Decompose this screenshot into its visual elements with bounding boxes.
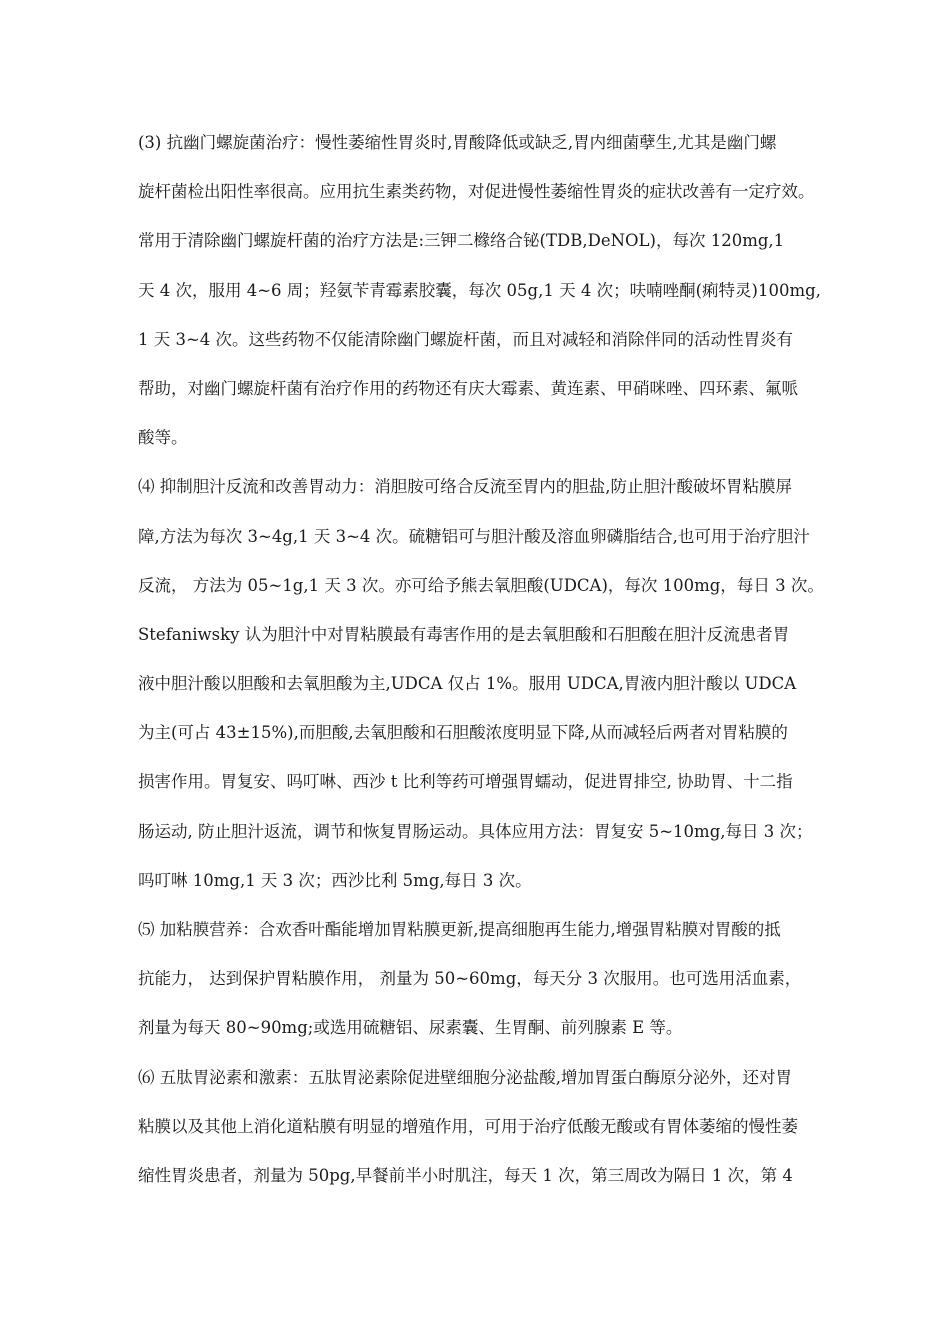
paragraph-4-line-9: 吗叮啉 10mg,1 天 3 次；西沙比利 5mg,每日 3 次。 bbox=[138, 870, 532, 890]
paragraph-5-line-3: 剂量为每天 80~90mg;或选用硫糖铝、尿素囊、生胃酮、前列腺素 E 等。 bbox=[138, 1018, 683, 1038]
paragraph-3-line-2: 旋杆菌检出阳性率很高。应用抗生素类药物，对促进慢性萎缩性胃炎的症状改善有一定疗效。 bbox=[138, 182, 815, 202]
paragraph-3-line-5: 1 天 3~4 次。这些药物不仅能清除幽门螺旋杆菌，而且对减轻和消除伴同的活动性胃炎有 bbox=[138, 329, 794, 349]
document-body bbox=[138, 118, 838, 1200]
paragraph-3-line-6: 帮助，对幽门螺旋杆菌有治疗作用的药物还有庆大霉素、黄连素、甲硝咪唑、四环素、氟哌 bbox=[138, 378, 798, 398]
paragraph-4-line-8: 肠运动, 防止胆汁返流，调节和恢复胃肠运动。具体应用方法：胃复安 5~10mg,每日 3 次； bbox=[138, 821, 813, 841]
paragraph-4-line-2: 障,方法为每次 3~4g,1 天 3~4 次。硫糖铝可与胆汁酸及溶血卵磷脂结合,也可用于治疗胆汁 bbox=[138, 526, 810, 546]
paragraph-6-line-1: ⑹ 五肽胃泌素和激素：五肽胃泌素除促进壁细胞分泌盐酸,增加胃蛋白酶原分泌外，还对胃 bbox=[138, 1067, 792, 1087]
paragraph-3-line-4: 天 4 次，服用 4~6 周；羟氨苄青霉素胶囊，每次 05g,1 天 4 次；呋喃唑酮(痢特灵)100mg, bbox=[138, 280, 821, 300]
paragraph-4-line-5: 液中胆汁酸以胆酸和去氧胆酸为主,UDCA 仅占 1%。服用 UDCA,胃液内胆汁酸以 UDCA bbox=[138, 674, 797, 694]
paragraph-4-line-6: 为主(可占 43±15%),而胆酸,去氧胆酸和石胆酸浓度明显下降,从而减轻后两者对胃粘膜的 bbox=[138, 723, 788, 743]
paragraph-4-line-1: ⑷ 抑制胆汁反流和改善胃动力：消胆胺可络合反流至胃内的胆盐,防止胆汁酸破坏胃粘膜屏 bbox=[138, 477, 792, 497]
paragraph-4-line-7: 损害作用。胃复安、吗叮啉、西沙 t 比利等药可增强胃蠕动，促进胃排空, 协助胃、十二指 bbox=[138, 772, 793, 792]
paragraph-5-line-1: ⑸ 加粘膜营养：合欢香叶酯能增加胃粘膜更新,提高细胞再生能力,增强胃粘膜对胃酸的抵 bbox=[138, 920, 781, 939]
paragraph-6-line-3: 缩性胃炎患者，剂量为 50pg,早餐前半小时肌注，每天 1 次，第三周改为隔日 1 次，第 4 bbox=[138, 1165, 793, 1185]
paragraph-3-line-1: (3) 抗幽门螺旋菌治疗：慢性萎缩性胃炎时,胃酸降低或缺乏,胃内细菌孽生,尤其是幽门螺 bbox=[138, 133, 777, 152]
paragraph-6-line-2: 粘膜以及其他上消化道粘膜有明显的增殖作用，可用于治疗低酸无酸或有胃体萎缩的慢性萎 bbox=[138, 1116, 798, 1136]
paragraph-3-line-7: 酸等。 bbox=[138, 428, 188, 448]
paragraph-4-line-3: 反流， 方法为 05~1g,1 天 3 次。亦可给予熊去氧胆酸(UDCA)，每次 100mg，每日 3 次。 bbox=[138, 575, 824, 595]
paragraph-4-line-4: Stefaniwsky 认为胆汁中对胃粘膜最有毒害作用的是去氧胆酸和石胆酸在胆汁反流患者胃 bbox=[138, 624, 790, 644]
paragraph-5-line-2: 抗能力， 达到保护胃粘膜作用， 剂量为 50~60mg，每天分 3 次服用。也可选用活血素， bbox=[138, 969, 802, 989]
paragraph-3-line-3: 常用于清除幽门螺旋杆菌的治疗方法是:三钾二橼络合铋(TDB,DeNOL)，每次 120mg,1 bbox=[138, 231, 785, 251]
